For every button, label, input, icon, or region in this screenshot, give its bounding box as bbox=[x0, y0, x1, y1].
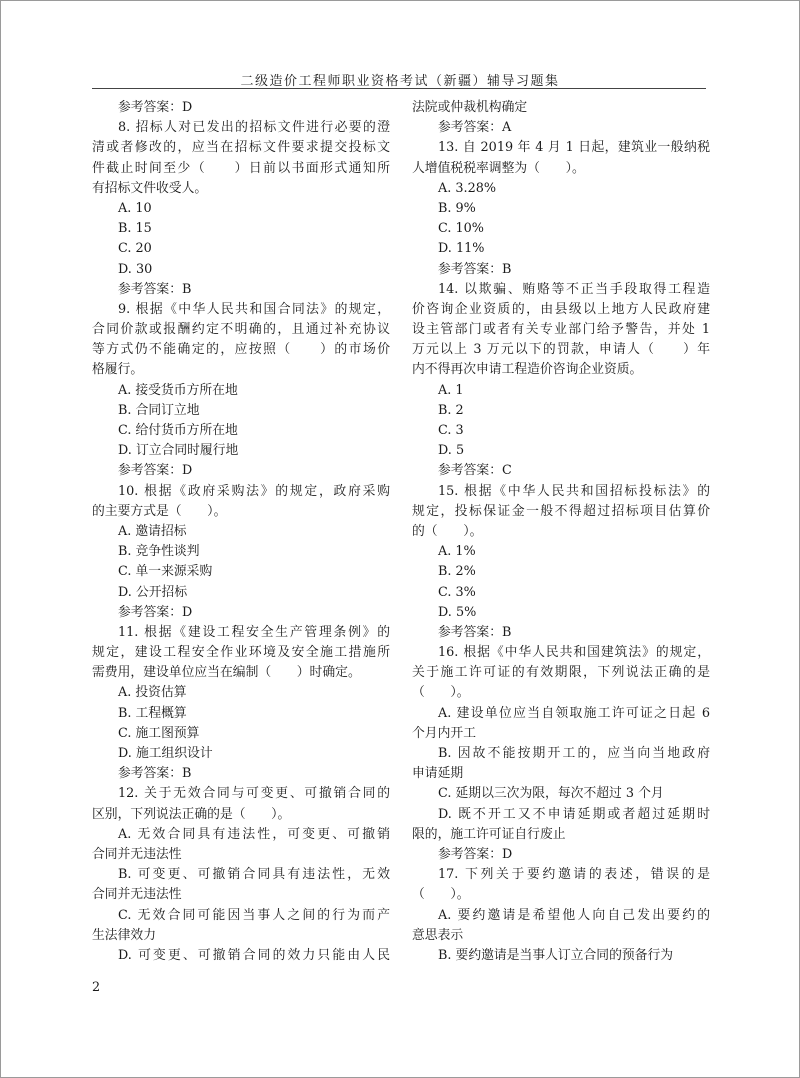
running-header: 二级造价工程师职业资格考试（新疆）辅导习题集 bbox=[240, 74, 560, 89]
option-line: D. 既不开工又不申请延期或者超过延期时 bbox=[438, 806, 710, 822]
question-line: 15. 根据《中华人民共和国招标投标法》的 bbox=[438, 483, 710, 499]
question-line: 9. 根据《中华人民共和国合同法》的规定， bbox=[118, 301, 390, 317]
answer-line: 参考答案：B bbox=[118, 281, 192, 297]
question-line: 的（ ）。 bbox=[412, 523, 483, 539]
option-line: B. 竞争性谈判 bbox=[118, 544, 200, 560]
answer-line: 参考答案：B bbox=[438, 624, 512, 640]
question-line: 清或者修改的，应当在招标文件要求提交投标文 bbox=[92, 140, 390, 156]
option-line: D. 11% bbox=[438, 241, 485, 257]
option-line: 申请延期 bbox=[412, 766, 464, 782]
question-line: 16. 根据《中华人民共和国建筑法》的规定， bbox=[438, 645, 710, 661]
option-line: C. 10% bbox=[438, 221, 484, 237]
option-line: C. 无效合同可能因当事人之间的行为而产 bbox=[118, 907, 390, 923]
question-line: 内不得再次申请工程造价咨询企业资质。 bbox=[412, 362, 643, 378]
question-line: 格履行。 bbox=[92, 362, 144, 378]
answer-line: 参考答案：D bbox=[438, 846, 513, 862]
question-line: 等方式仍不能确定的，应按照（ ）的市场价 bbox=[92, 342, 390, 358]
answer-line: 参考答案：D bbox=[118, 604, 193, 620]
question-line: 有招标文件收受人。 bbox=[92, 180, 208, 196]
question-line: （ ）。 bbox=[412, 685, 470, 701]
option-line: C. 施工图预算 bbox=[118, 725, 200, 741]
option-line: D. 30 bbox=[118, 261, 153, 277]
question-line: 17. 下列关于要约邀请的表述，错误的是 bbox=[438, 867, 710, 883]
option-line: A. 投资估算 bbox=[118, 685, 187, 701]
question-line: 10. 根据《政府采购法》的规定，政府采购 bbox=[118, 483, 390, 499]
option-line: C. 20 bbox=[118, 241, 152, 257]
answer-line: 参考答案：B bbox=[118, 766, 192, 782]
option-line: D. 公开招标 bbox=[118, 584, 188, 600]
option-line: A. 3.28% bbox=[438, 180, 497, 196]
option-line: B. 2% bbox=[438, 564, 476, 580]
question-line: 规定，建设工程安全作业环境及安全施工措施所 bbox=[92, 645, 390, 661]
question-line: 设主管部门或者有关专业部门给予警告，并处 1 bbox=[412, 322, 710, 338]
option-line: C. 给付货币方所在地 bbox=[118, 423, 238, 438]
option-line: B. 要约邀请是当事人订立合同的预备行为 bbox=[438, 947, 674, 963]
option-line: D. 5% bbox=[438, 604, 477, 620]
option-line: A. 要约邀请是希望他人向自己发出要约的 bbox=[438, 907, 710, 923]
question-line: 区别，下列说法正确的是（ ）。 bbox=[92, 806, 291, 822]
right-column bbox=[412, 98, 710, 966]
question-line: 件截止时间至少（ ）日前以书面形式通知所 bbox=[92, 160, 390, 176]
option-line: D. 可变更、可撤销合同的效力只能由人民 bbox=[118, 947, 390, 963]
answer-line: 参考答案：B bbox=[438, 261, 512, 277]
option-line: A. 建设单位应当自领取施工许可证之日起 6 bbox=[438, 705, 710, 721]
question-line: 关于施工许可证的有效期限，下列说法正确的是 bbox=[412, 665, 710, 681]
question-line: 11. 根据《建设工程安全生产管理条例》的 bbox=[118, 624, 390, 640]
option-line: A. 无效合同具有违法性，可变更、可撤销 bbox=[118, 826, 390, 842]
question-line: 需费用，建设单位应当在编制（ ）时确定。 bbox=[92, 665, 361, 681]
option-line: C. 3 bbox=[438, 423, 464, 438]
option-line: B. 9% bbox=[438, 200, 476, 216]
question-line: 价咨询企业资质的，由县级以上地方人民政府建 bbox=[412, 301, 710, 317]
question-line: 的主要方式是（ ）。 bbox=[92, 503, 227, 519]
question-line: 规定，投标保证金一般不得超过招标项目估算价 bbox=[412, 503, 710, 519]
option-line: B. 2 bbox=[438, 402, 464, 418]
option-line: D. 5 bbox=[438, 443, 465, 459]
option-line: A. 1 bbox=[438, 382, 464, 398]
page-number: 2 bbox=[92, 980, 101, 995]
question-line: 13. 自 2019 年 4 月 1 日起，建筑业一般纳税 bbox=[438, 140, 710, 156]
question-line: 14. 以欺骗、贿赂等不正当手段取得工程造 bbox=[438, 281, 710, 297]
question-line: （ ）。 bbox=[412, 887, 470, 903]
option-line: B. 工程概算 bbox=[118, 705, 187, 721]
question-line: 12. 关于无效合同与可变更、可撤销合同的 bbox=[118, 786, 390, 802]
option-line: C. 单一来源采购 bbox=[118, 564, 213, 580]
option-line: 个月内开工 bbox=[412, 725, 476, 741]
question-line: 合同价款或报酬约定不明确的，且通过补充协议 bbox=[92, 322, 390, 338]
option-line: 生法律效力 bbox=[92, 927, 156, 943]
option-line: A. 10 bbox=[118, 200, 152, 216]
option-line: A. 接受货币方所在地 bbox=[118, 382, 238, 398]
option-line: B. 因故不能按期开工的，应当向当地政府 bbox=[438, 746, 710, 761]
option-line: 合同并无违法性 bbox=[92, 846, 182, 862]
option-line: C. 3% bbox=[438, 584, 476, 600]
answer-line: 参考答案：D bbox=[118, 463, 193, 479]
left-column bbox=[92, 98, 390, 966]
question-line: 8. 招标人对已发出的招标文件进行必要的澄 bbox=[118, 120, 390, 136]
answer-line: 参考答案：A bbox=[438, 120, 512, 136]
answer-line: 参考答案：D bbox=[118, 100, 193, 115]
option-line: B. 15 bbox=[118, 221, 152, 237]
option-line: B. 可变更、可撤销合同具有违法性，无效 bbox=[118, 867, 390, 883]
header-rule bbox=[92, 88, 706, 89]
option-line: D. 施工组织设计 bbox=[118, 746, 213, 761]
option-line: 限的，施工许可证自行废止 bbox=[412, 826, 566, 842]
option-line: B. 合同订立地 bbox=[118, 402, 200, 418]
option-line: 法院或仲裁机构确定 bbox=[412, 100, 528, 115]
option-line: A. 邀请招标 bbox=[118, 523, 187, 539]
question-line: 人增值税税率调整为（ ）。 bbox=[412, 160, 585, 176]
option-line: A. 1% bbox=[438, 544, 476, 560]
option-line: 意思表示 bbox=[412, 927, 464, 943]
option-line: D. 订立合同时履行地 bbox=[118, 443, 239, 459]
question-line: 万元以上 3 万元以下的罚款，申请人（ ）年 bbox=[412, 342, 710, 358]
option-line: C. 延期以三次为限，每次不超过 3 个月 bbox=[438, 786, 664, 802]
option-line: 合同并无违法性 bbox=[92, 887, 182, 903]
answer-line: 参考答案：C bbox=[438, 463, 512, 479]
